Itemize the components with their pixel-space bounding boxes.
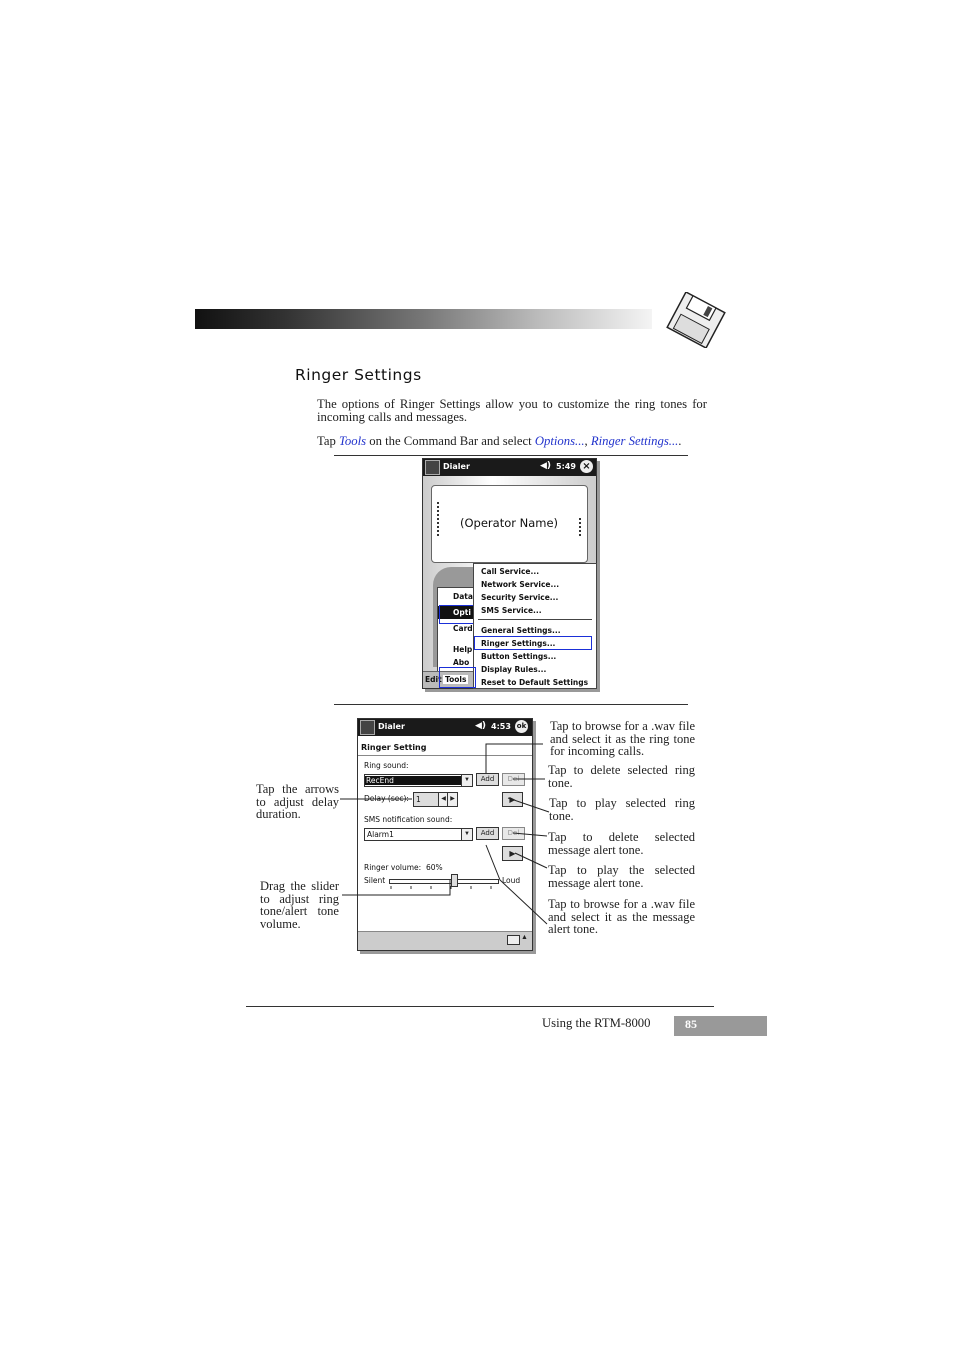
silent-label: Silent	[364, 876, 386, 885]
delay-up-arrow-icon[interactable]: ▶	[447, 792, 458, 807]
ring-delete-button[interactable]: Del	[502, 773, 525, 786]
clock-2: 4:53	[491, 722, 511, 731]
chevron-down-icon: ▼	[461, 775, 472, 786]
ring-sound-label: Ring sound:	[364, 761, 409, 770]
callout-browse-ring: Tap to browse for a .wav file and select it as the ring tone for incoming calls.	[550, 719, 695, 758]
sms-delete-button[interactable]: Del	[502, 827, 525, 840]
delay-label: Delay (sec):	[364, 794, 409, 803]
tools-link: Tools	[339, 434, 367, 448]
footer-rule	[246, 1006, 714, 1007]
menu-display-rules[interactable]: Display Rules...	[481, 665, 547, 674]
menu-button-settings[interactable]: Button Settings...	[481, 652, 557, 661]
instruction-text: Tap Tools on the Command Bar and select Options..., Ringer Settings....	[317, 434, 682, 448]
clock: 5:49	[556, 462, 576, 471]
callout-delay-arrows: Tap the arrows to adjust delay duration.	[256, 782, 339, 821]
callout-play-ring: Tap to play selected ring tone.	[549, 796, 695, 823]
loud-label: Loud	[502, 876, 521, 885]
menu-reset-default[interactable]: Reset to Default Settings	[481, 678, 589, 687]
callout-delete-msg: Tap to delete selected message alert tone.	[548, 830, 695, 857]
menu-security-service[interactable]: Security Service...	[481, 593, 559, 602]
play-sms-button[interactable]: ▶	[502, 846, 523, 861]
menu-ringer-settings[interactable]: Ringer Settings...	[481, 639, 556, 648]
tools-menu[interactable]: Tools	[445, 675, 467, 684]
menu-item-data[interactable]: Data	[453, 592, 473, 601]
ok-button[interactable]: ok	[515, 720, 528, 733]
ringer-settings-link: Ringer Settings...	[590, 434, 679, 448]
menu-general-settings[interactable]: General Settings...	[481, 626, 561, 635]
sms-sound-value: Alarm1	[367, 830, 394, 839]
chevron-up-icon[interactable]: ▲	[521, 933, 528, 941]
speaker-icon[interactable]: ◀)	[540, 461, 552, 471]
operator-name: (Operator Name)	[460, 516, 559, 530]
callout-play-msg: Tap to play the selected message alert tone.	[548, 863, 695, 890]
menu-item-help[interactable]: Help	[453, 645, 473, 654]
close-icon[interactable]: ×	[580, 460, 593, 473]
menu-item-card[interactable]: Card	[453, 624, 473, 633]
options-link: Options...	[534, 434, 585, 448]
intro-paragraph: The options of Ringer Settings allow you to customize the ring tones for incoming calls and messages.	[317, 397, 707, 424]
menu-network-service[interactable]: Network Service...	[481, 580, 560, 589]
chevron-down-icon-2: ▼	[461, 829, 472, 840]
edit-menu[interactable]: Edit	[425, 675, 442, 684]
ring-sound-value: RecEnd	[365, 776, 461, 785]
menu-sms-service[interactable]: SMS Service...	[481, 606, 542, 615]
menu-item-options-highlight[interactable]: Opti	[438, 606, 474, 619]
play-ring-button[interactable]: ▶	[502, 792, 523, 807]
menu-call-service[interactable]: Call Service...	[481, 567, 540, 576]
callout-volume-slider: Drag the slider to adjust ring tone/alert tone volume.	[260, 879, 339, 931]
menu-item-about[interactable]: Abo	[453, 658, 470, 667]
speaker-icon-2[interactable]: ◀)	[475, 721, 487, 731]
app-title: Dialer	[443, 462, 470, 471]
app-title-2: Dialer	[378, 722, 405, 731]
callout-delete-ring: Tap to delete selected ring tone.	[548, 763, 695, 790]
callout-browse-msg: Tap to browse for a .wav file and select it as the message alert tone.	[548, 897, 695, 936]
footer-text: Using the RTM-8000	[542, 1016, 651, 1030]
screen-heading: Ringer Setting	[361, 743, 427, 752]
section-title: Ringer Settings	[295, 366, 422, 384]
delay-value: 1	[416, 795, 421, 804]
page-number: 85	[685, 1017, 697, 1031]
sms-add-button[interactable]: Add	[476, 827, 499, 840]
sms-sound-label: SMS notification sound:	[364, 815, 453, 824]
volume-label: Ringer volume: 60%	[364, 863, 443, 872]
ring-add-button[interactable]: Add	[476, 773, 499, 786]
volume-value: 60%	[425, 863, 443, 872]
delay-down-arrow-icon[interactable]: ◀	[438, 792, 449, 807]
